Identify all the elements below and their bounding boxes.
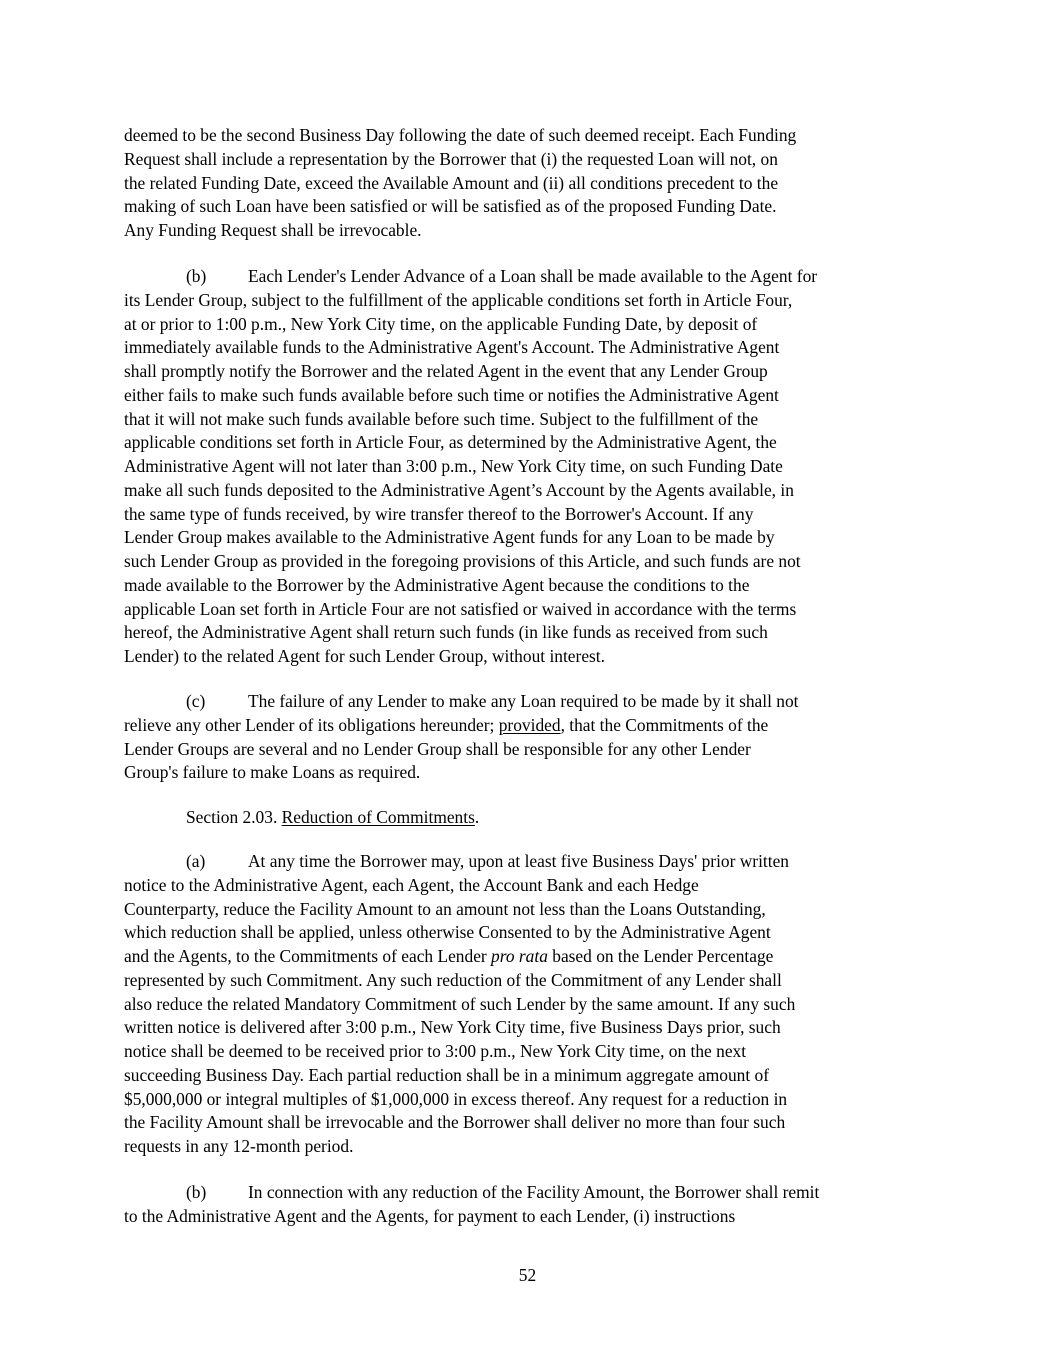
section-title: Reduction of Commitments: [281, 807, 475, 827]
text-line: shall promptly notify the Borrower and the related Agent in the event that any Lender Group: [124, 361, 768, 381]
text-line: make all such funds deposited to the Administrative Agent’s Account by the Agents available, in: [124, 479, 794, 500]
text-line: notice to the Administrative Agent, each Agent, the Account Bank and each Hedge: [124, 874, 699, 895]
text-line: notice shall be deemed to be received prior to 3:00 p.m., New York City time, on the next: [124, 1041, 747, 1061]
underlined-term: provided: [498, 714, 561, 735]
paragraph-label: (b): [186, 1182, 207, 1202]
text-line: Any Funding Request shall be irrevocable.: [124, 220, 422, 240]
text-line: Lender) to the related Agent for such Lender Group, without interest.: [124, 646, 605, 666]
text-span: , that the Commitments of the: [560, 714, 769, 735]
text-line: requests in any 12-month period.: [124, 1136, 354, 1156]
text-line: the same type of funds received, by wire transfer thereof to the Borrower's Account. If any: [124, 503, 754, 524]
section-heading: [124, 806, 944, 830]
text-line: Lender Group makes available to the Administrative Agent funds for any Loan to be made by: [124, 527, 775, 548]
text-line: making of such Loan have been satisfied or will be satisfied as of the proposed Funding Date.: [124, 196, 777, 217]
text-line: that it will not make such funds available before such time. Subject to the fulfillment of the: [124, 408, 759, 429]
italic-term: pro rata: [491, 946, 548, 966]
text-line: at or prior to 1:00 p.m., New York City time, on the applicable Funding Date, by deposit of: [124, 313, 758, 334]
text-line: [124, 806, 944, 830]
text-span: relieve any other Lender of its obligations hereunder;: [124, 714, 499, 735]
text-line: succeeding Business Day. Each partial reduction shall be in a minimum aggregate amount of: [124, 1064, 770, 1085]
page-number: 52: [518, 1265, 537, 1285]
text-line: such Lender Group as provided in the foregoing provisions of this Article, and such funds are not: [124, 551, 801, 571]
text-span: .: [474, 807, 480, 827]
text-line: [124, 714, 944, 738]
text-span: At any time the Borrower may, upon at least five Business Days' prior written: [248, 851, 789, 871]
text-line: applicable Loan set forth in Article Four are not satisfied or waived in accordance with the terms: [124, 598, 797, 619]
text-span: based on the Lender Percentage: [547, 946, 774, 966]
text-line: Lender Groups are several and no Lender Group shall be responsible for any other Lender: [124, 738, 751, 759]
text-line: applicable conditions set forth in Article Four, as determined by the Administrative Agent, the: [124, 432, 777, 453]
text-line: to the Administrative Agent and the Agents, for payment to each Lender, (i) instructions: [124, 1205, 736, 1226]
text-line: made available to the Borrower by the Administrative Agent because the conditions to the: [124, 574, 750, 595]
text-line: the related Funding Date, exceed the Available Amount and (ii) all conditions precedent to the: [124, 172, 779, 193]
text-line: Group's failure to make Loans as required.: [124, 762, 421, 783]
paragraph-continuation: [124, 124, 944, 243]
paragraph-label: (b): [186, 266, 207, 286]
text-line: immediately available funds to the Administrative Agent's Account. The Administrative Agent: [124, 337, 780, 358]
paragraph-label: (a): [186, 851, 206, 871]
text-span: The failure of any Lender to make any Loan required to be made by it shall not: [248, 691, 799, 711]
text-line: its Lender Group, subject to the fulfillment of the applicable conditions set forth in Article Four,: [124, 289, 793, 310]
text-line: either fails to make such funds available before such time or notifies the Administrative Agent: [124, 384, 779, 405]
text-line: [124, 945, 944, 969]
text-line: deemed to be the second Business Day following the date of such deemed receipt. Each Funding: [124, 125, 797, 145]
text-line: written notice is delivered after 3:00 p.m., New York City time, five Business Days prior, such: [124, 1017, 781, 1038]
text-line: Administrative Agent will not later than 3:00 p.m., New York City time, on such Funding Date: [124, 456, 783, 476]
paragraph-c-failure-to-lend: [124, 690, 944, 785]
text-line: also reduce the related Mandatory Commitment of such Lender by the same amount. If any such: [124, 993, 796, 1014]
section-number: Section 2.03.: [186, 807, 282, 827]
text-line: [124, 690, 944, 714]
paragraph-a-reduction: [124, 850, 944, 1159]
text-line: represented by such Commitment. Any such reduction of the Commitment of any Lender shall: [124, 969, 782, 990]
text-span: and the Agents, to the Commitments of each Lender: [124, 946, 492, 966]
text-line: $5,000,000 or integral multiples of $1,000,000 in excess thereof. Any request for a reduction in: [124, 1088, 788, 1109]
text-line: Request shall include a representation by the Borrower that (i) the requested Loan will not, on: [124, 148, 778, 169]
paragraph-label: (c): [186, 691, 206, 711]
text-line: hereof, the Administrative Agent shall return such funds (in like funds as received from such: [124, 622, 768, 643]
text-line: the Facility Amount shall be irrevocable and the Borrower shall deliver no more than four such: [124, 1112, 786, 1133]
text-line: [124, 265, 944, 289]
text-line: [124, 1181, 944, 1205]
text-span: Each Lender's Lender Advance of a Loan shall be made available to the Agent for: [248, 266, 818, 286]
paragraph-b-lender-advance: [124, 265, 944, 669]
text-span: In connection with any reduction of the Facility Amount, the Borrower shall remit: [248, 1182, 820, 1202]
paragraph-b-reduction-instructions: [124, 1181, 944, 1229]
text-line: Counterparty, reduce the Facility Amount to an amount not less than the Loans Outstanding,: [124, 898, 766, 919]
text-line: [124, 850, 944, 874]
text-line: which reduction shall be applied, unless otherwise Consented to by the Administrative Agent: [124, 922, 771, 943]
